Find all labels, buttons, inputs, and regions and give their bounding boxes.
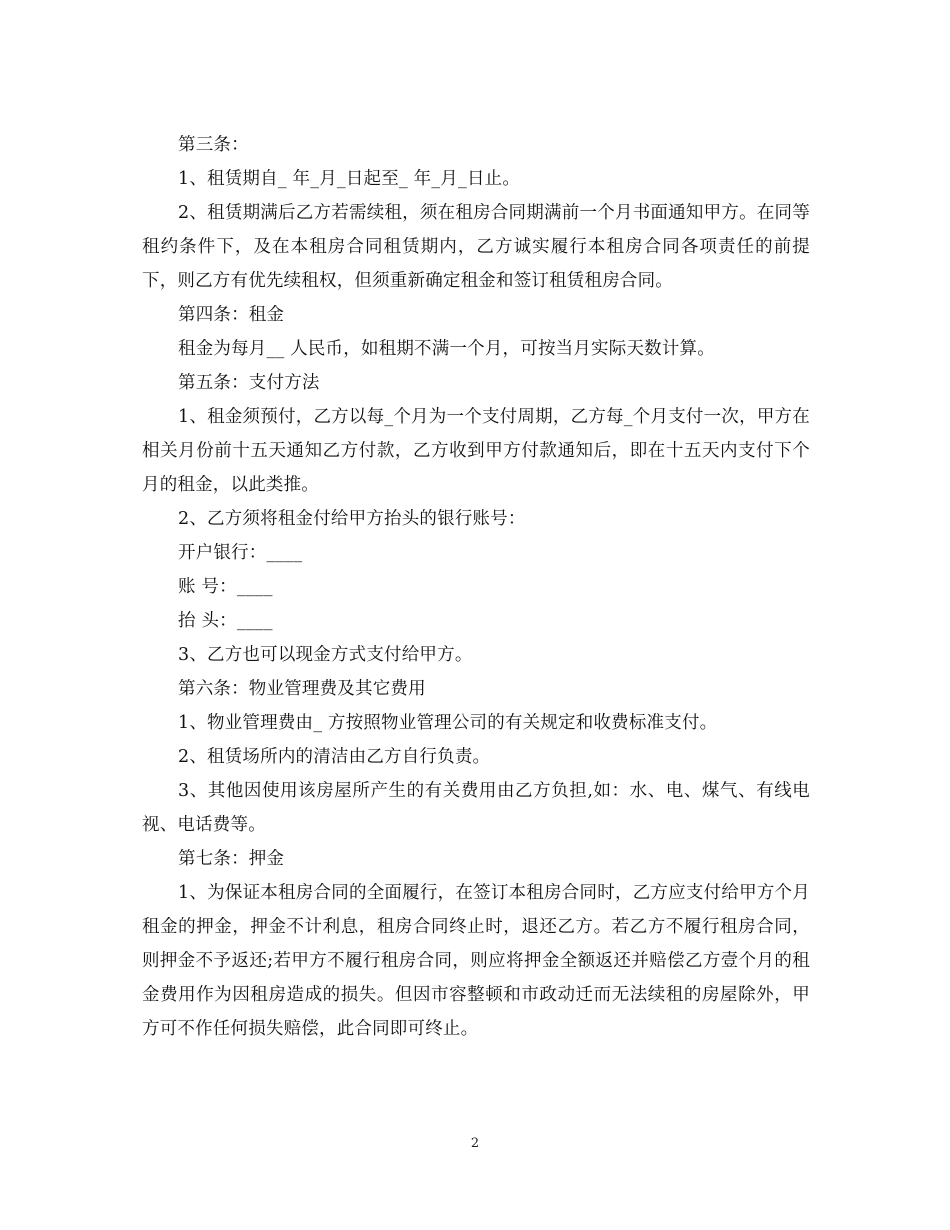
renewal-paragraph: 2、租赁期满后乙方若需续租，须在租房合同期满前一个月书面通知甲方。在同等租约条件下，及在本租房合同租赁期内，乙方诚实履行本租房合同各项责任的前提下，则乙方有优先续租权，但须重新确定租金和签订租赁租房合同。 xyxy=(142,203,810,291)
rent-amount-paragraph: 租金为每月__ 人民币，如租期不满一个月，可按当月实际天数计算。 xyxy=(178,339,715,359)
clause-7-heading: 第七条：押金 xyxy=(178,849,285,869)
account-number-line: 账 号：____ xyxy=(178,577,273,597)
deposit-paragraph: 1、为保证本租房合同的全面履行，在签订本租房合同时，乙方应支付给甲方个月租金的押金，押金不计利息，租房合同终止时，退还乙方。若乙方不履行租房合同，则押金不予返还;若甲方不履行租房合同，则应将押金全额返还并赔偿乙方壹个月的租金费用作为因租房造成的损失。但因市容整顿和市政动迁而无法续租的房屋除外，甲方可不作任何损失赔偿，此合同即可终止。 xyxy=(142,883,810,1039)
property-fee-paragraph: 1、物业管理费由_ 方按照物业管理公司的有关规定和收费标准支付。 xyxy=(178,713,718,733)
clause-5-heading: 第五条：支付方法 xyxy=(178,373,320,393)
cleaning-paragraph: 2、租赁场所内的清洁由乙方自行负责。 xyxy=(178,747,491,767)
document-body xyxy=(142,128,810,1046)
page-number: 2 xyxy=(470,1136,480,1151)
cash-payment-paragraph: 3、乙方也可以现金方式支付给甲方。 xyxy=(178,645,473,665)
bank-account-paragraph: 2、乙方须将租金付给甲方抬头的银行账号： xyxy=(178,509,526,529)
prepayment-paragraph: 1、租金须预付，乙方以每_个月为一个支付周期，乙方每_个月支付一次，甲方在相关月份前十五天通知乙方付款，乙方收到甲方付款通知后，即在十五天内支付下个月的租金，以此类推。 xyxy=(142,407,810,495)
account-holder-line: 抬 头：____ xyxy=(178,611,273,631)
utilities-paragraph: 3、其他因使用该房屋所产生的有关费用由乙方负担,如：水、电、煤气、有线电视、电话费等。 xyxy=(142,781,810,835)
clause-3-heading: 第三条： xyxy=(178,135,249,155)
bank-name-line: 开户银行：____ xyxy=(178,543,303,563)
clause-4-heading: 第四条：租金 xyxy=(178,305,285,325)
clause-6-heading: 第六条：物业管理费及其它费用 xyxy=(178,679,426,699)
lease-term-paragraph: 1、租赁期自_ 年_月_日起至_ 年_月_日止。 xyxy=(178,169,521,189)
